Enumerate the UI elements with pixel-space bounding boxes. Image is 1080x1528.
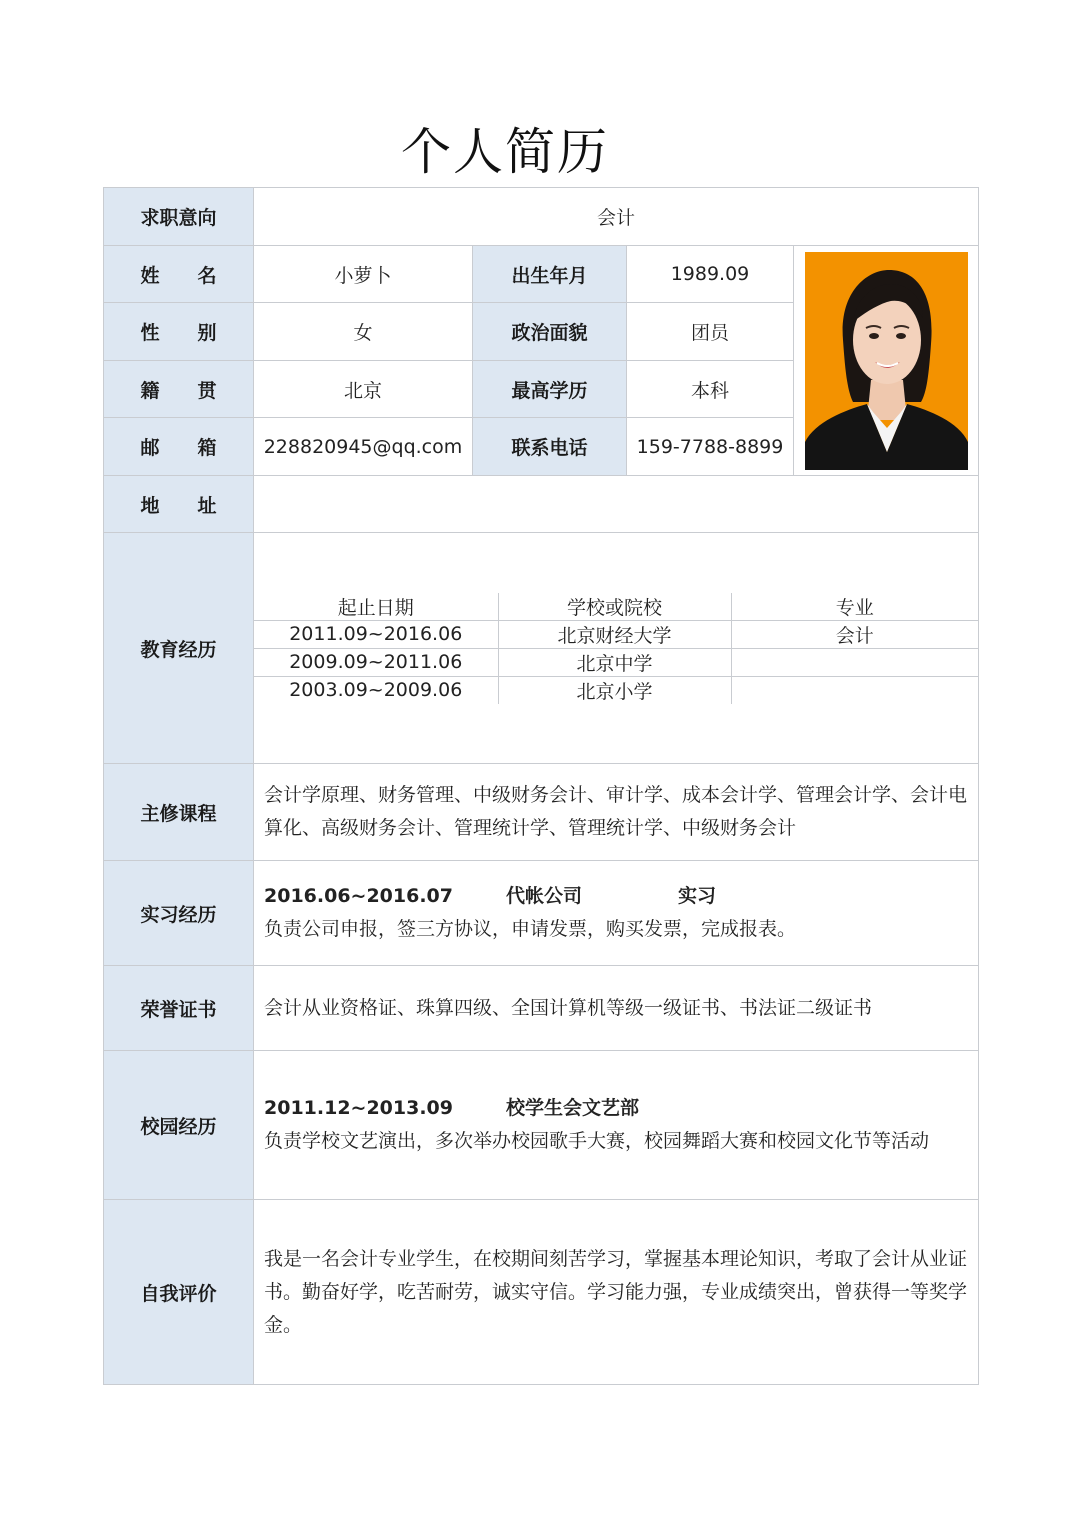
edu-dates: 2003.09~2009.06 (254, 676, 498, 704)
internship-role: 实习 (678, 885, 717, 907)
education-header-row (254, 593, 978, 621)
edu-dates: 2009.09~2011.06 (254, 648, 498, 676)
internship-heading (264, 880, 970, 913)
campus-value (254, 1051, 979, 1200)
education-table (254, 593, 978, 704)
education-label: 教育经历 (104, 533, 254, 764)
honors-value: 会计从业资格证、珠算四级、全国计算机等级一级证书、书法证二级证书 (254, 966, 979, 1051)
intent-value: 会计 (254, 188, 979, 246)
table-row (254, 676, 978, 704)
degree-label: 最高学历 (473, 361, 627, 418)
honors-label: 荣誉证书 (104, 966, 254, 1051)
profile-photo (805, 252, 968, 470)
gender-label-b: 别 (197, 322, 217, 344)
edu-header-major: 专业 (731, 593, 978, 621)
politics-value: 团员 (627, 303, 794, 361)
row-education (104, 533, 979, 764)
edu-header-school: 学校或院校 (498, 593, 731, 621)
campus-desc: 负责学校文艺演出，多次举办校园歌手大赛，校园舞蹈大赛和校园文化节等活动 (264, 1130, 930, 1152)
origin-value: 北京 (254, 361, 473, 418)
gender-value: 女 (254, 303, 473, 361)
row-courses (104, 764, 979, 861)
row-internship (104, 861, 979, 966)
birth-value: 1989.09 (627, 246, 794, 303)
edu-major (731, 676, 978, 704)
self-eval-value (254, 1200, 979, 1385)
table-row (254, 620, 978, 648)
row-name (104, 246, 979, 303)
self-eval-line-3: 金。 (264, 1313, 303, 1336)
name-value: 小萝卜 (254, 246, 473, 303)
address-value (254, 476, 979, 533)
row-campus (104, 1051, 979, 1200)
edu-school: 北京中学 (498, 648, 731, 676)
edu-major (731, 648, 978, 676)
address-label-b: 址 (197, 494, 217, 517)
internship-desc: 负责公司申报，签三方协议，申请发票，购买发票，完成报表。 (264, 918, 797, 940)
internship-company: 代帐公司 (506, 885, 583, 907)
edu-header-dates: 起止日期 (254, 593, 498, 621)
name-label-b: 名 (197, 264, 217, 287)
email-label (104, 418, 254, 476)
edu-school: 北京财经大学 (498, 620, 731, 648)
resume-table (103, 187, 979, 1385)
politics-label: 政治面貌 (473, 303, 627, 361)
campus-heading (264, 1092, 970, 1125)
page-title: 个人简历 (401, 123, 609, 181)
internship-label: 实习经历 (104, 861, 254, 966)
origin-label-b: 贯 (197, 379, 217, 402)
row-honors (104, 966, 979, 1051)
gender-label (104, 303, 254, 361)
origin-label (104, 361, 254, 418)
photo-cell (794, 246, 979, 476)
name-label (104, 246, 254, 303)
email-value: 228820945@qq.com (254, 418, 473, 476)
birth-label: 出生年月 (473, 246, 627, 303)
person-portrait-icon (805, 252, 968, 470)
campus-org: 校学生会文艺部 (506, 1097, 640, 1119)
phone-label: 联系电话 (473, 418, 627, 476)
courses-label: 主修课程 (104, 764, 254, 861)
courses-value (254, 764, 979, 861)
edu-school: 北京小学 (498, 676, 731, 704)
education-cell (254, 533, 979, 764)
courses-line-1: 会计学原理、财务管理、中级财务会计、审计学、成本会计学、管理会计学、会计电 (264, 784, 968, 806)
edu-dates: 2011.09~2016.06 (254, 620, 498, 648)
gender-label-a: 性 (140, 322, 160, 344)
table-row (254, 648, 978, 676)
self-eval-line-1: 我是一名会计专业学生，在校期间刻苦学习，掌握基本理论知识，考取了会计从业证 (264, 1247, 968, 1270)
campus-label: 校园经历 (104, 1051, 254, 1200)
internship-period: 2016.06~2016.07 (264, 885, 453, 907)
name-label-a: 姓 (140, 264, 160, 287)
self-eval-line-2: 书。勤奋好学，吃苦耐劳，诚实守信。学习能力强，专业成绩突出，曾获得一等奖学 (264, 1280, 968, 1303)
row-self-eval (104, 1200, 979, 1385)
intent-label: 求职意向 (104, 188, 254, 246)
edu-major: 会计 (731, 620, 978, 648)
email-label-a: 邮 (140, 437, 160, 459)
courses-line-2: 算化、高级财务会计、管理统计学、管理统计学、中级财务会计 (264, 817, 797, 839)
row-address (104, 476, 979, 533)
email-label-b: 箱 (197, 437, 217, 459)
phone-value: 159-7788-8899 (627, 418, 794, 476)
self-eval-label: 自我评价 (104, 1200, 254, 1385)
campus-period: 2011.12~2013.09 (264, 1097, 453, 1119)
degree-value: 本科 (627, 361, 794, 418)
origin-label-a: 籍 (140, 379, 160, 402)
address-label-a: 地 (140, 494, 160, 517)
internship-value (254, 861, 979, 966)
row-intent (104, 188, 979, 246)
address-label (104, 476, 254, 533)
